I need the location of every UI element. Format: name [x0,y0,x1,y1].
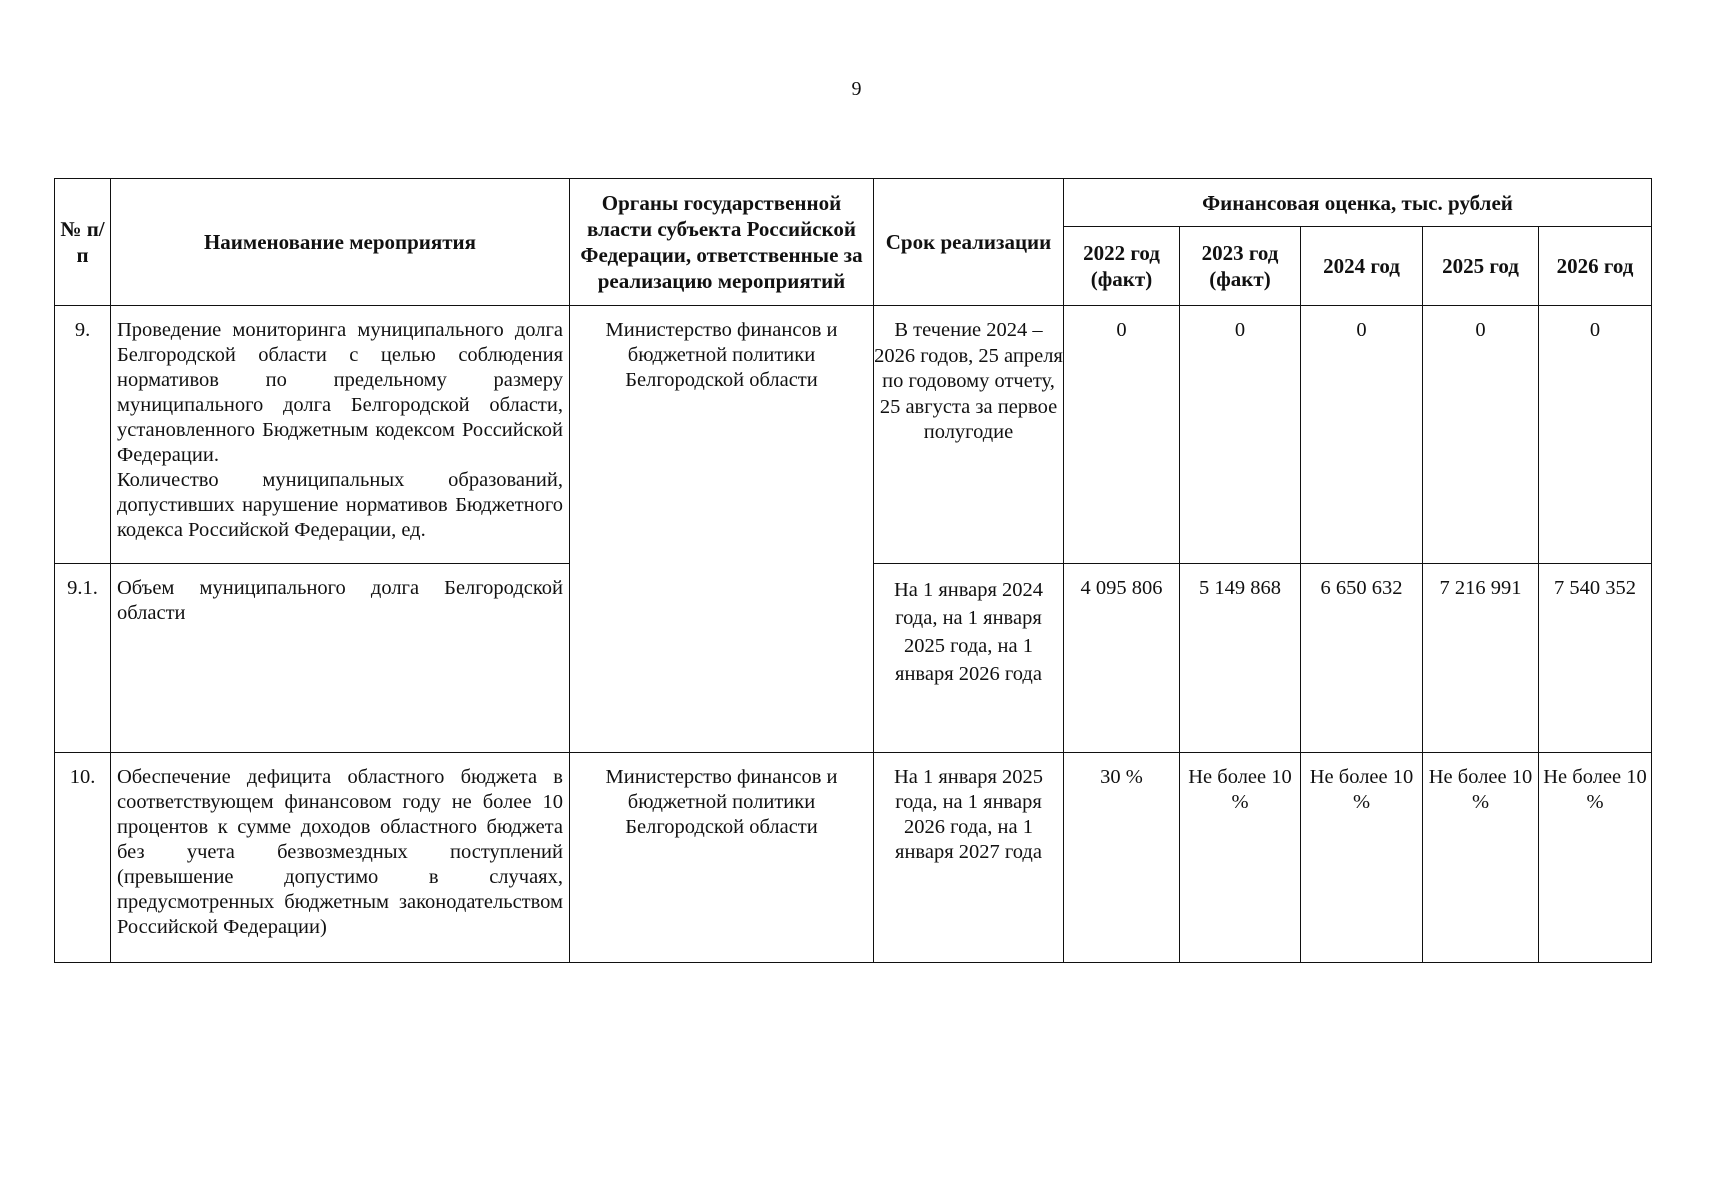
header-finance-group: Финансовая оценка, тыс. рублей [1064,179,1652,227]
row-value-2026: Не более 10 % [1539,753,1652,963]
row-name: Объем муниципального долга Белгородской области [111,564,570,753]
row-num: 9. [55,306,111,564]
row-value-2023: Не более 10 % [1180,753,1301,963]
header-year-2025: 2025 год [1423,227,1539,306]
row-num: 10. [55,753,111,963]
row-name: Обеспечение дефицита областного бюджета в соответствующем финансовом году не более 10 процентов к сумме доходов областного бюджета без учета безвозмездных поступлений (превышение допустимо в случаях, предусмотренных бюджетным законодательством Российской Федерации) [111,753,570,963]
row-name-text: Количество муниципальных образований, допустивших нарушение нормативов Бюджетного кодекса Российской Федерации, ед. [117,469,563,541]
header-name: Наименование мероприятия [111,179,570,306]
row-value-2023: 5 149 868 [1180,564,1301,753]
header-year-2024: 2024 год [1301,227,1423,306]
header-term: Срок реализации [874,179,1064,306]
activities-table [54,178,1652,963]
row-num: 9.1. [55,564,111,753]
row-value-2026: 7 540 352 [1539,564,1652,753]
table-row [55,753,1652,963]
row-value-2022: 4 095 806 [1064,564,1180,753]
header-year-2022: 2022 год (факт) [1064,227,1180,306]
row-term: На 1 января 2025 года, на 1 января 2026 года, на 1 января 2027 года [874,753,1064,963]
row-name-text: Проведение мониторинга муниципального долга Белгородской области с целью соблюдения нормативов по предельному размеру муниципального долга Белгородской области, установленного Бюджетным кодексом Российской Федерации. [117,319,563,466]
row-value-2025: 7 216 991 [1423,564,1539,753]
row-value-2023: 0 [1180,306,1301,564]
page-number: 9 [851,78,862,100]
row-value-2024: Не более 10 % [1301,753,1423,963]
header-org: Органы государственной власти субъекта Российской Федерации, ответственные за реализацию мероприятий [570,179,874,306]
row-term: На 1 января 2024 года, на 1 января 2025 года, на 1 января 2026 года [874,564,1064,753]
row-org: Министерство финансов и бюджетной политики Белгородской области [570,306,874,753]
row-value-2025: Не более 10 % [1423,753,1539,963]
row-value-2025: 0 [1423,306,1539,564]
row-name [111,306,570,564]
row-value-2022: 30 % [1064,753,1180,963]
header-year-2023: 2023 год (факт) [1180,227,1301,306]
table-row [55,306,1652,564]
header-num: № п/п [55,179,111,306]
row-term: В течение 2024 – 2026 годов, 25 апреля по годовому отчету, 25 августа за первое полугодие [874,306,1064,564]
row-org: Министерство финансов и бюджетной политики Белгородской области [570,753,874,963]
row-value-2024: 6 650 632 [1301,564,1423,753]
row-value-2024: 0 [1301,306,1423,564]
header-year-2026: 2026 год [1539,227,1652,306]
row-value-2026: 0 [1539,306,1652,564]
row-value-2022: 0 [1064,306,1180,564]
